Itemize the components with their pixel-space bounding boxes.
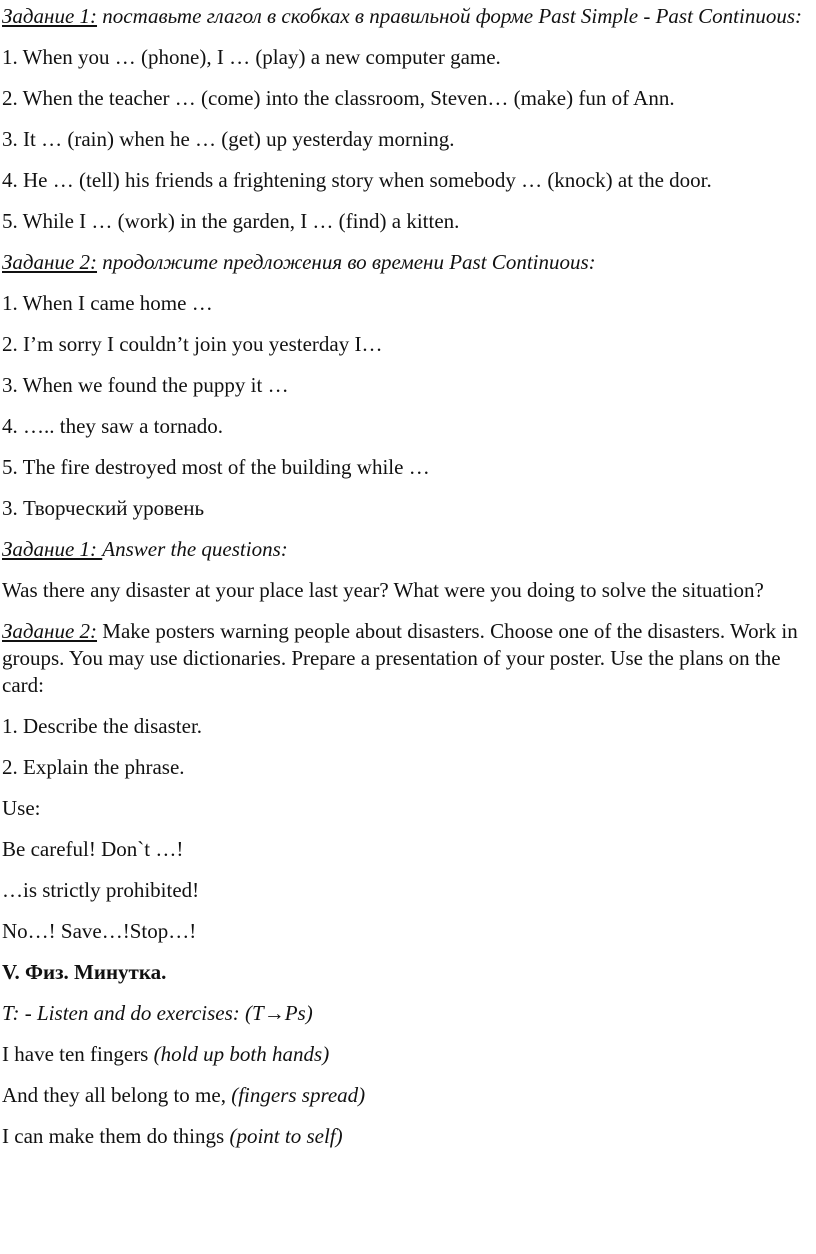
rhyme-note: (point to self): [229, 1124, 343, 1148]
rhyme-text: And they all belong to me,: [2, 1083, 232, 1107]
rhyme-line: [2, 1041, 802, 1068]
task4-paragraph: [2, 618, 802, 699]
task2-item: 1. When I came home …: [2, 291, 213, 315]
creative-level-heading: 3. Творческий уровень: [2, 496, 205, 520]
task4-item: 2. Explain the phrase.: [2, 755, 185, 779]
task1-item: 2. When the teacher … (come) into the classroom, Steven… (make) fun of Ann.: [2, 86, 675, 110]
task3-question: Was there any disaster at your place last year? What were you doing to solve the situation?: [2, 578, 764, 602]
task2-label: Задание 2:: [2, 250, 98, 274]
task4-item: No…! Save…!Stop…!: [2, 919, 197, 943]
task1-item: 5. While I … (work) in the garden, I … (find) a kitten.: [2, 209, 460, 233]
task1-item: 3. It … (rain) when he … (get) up yesterday morning.: [2, 127, 455, 151]
task2-instruction: продолжите предложения во времени Past Continuous:: [97, 250, 596, 274]
task2-heading: [2, 249, 802, 276]
task4-instruction: Make posters warning people about disasters. Choose one of the disasters. Work in groups. You may use dictionaries. Prepare a presentation of your poster. Use the plans on the card:: [2, 619, 798, 697]
task1-label: Задание 1:: [2, 4, 98, 28]
rhyme-note: (hold up both hands): [153, 1042, 330, 1066]
teacher-line: T: - Listen and do exercises: (T→Ps): [2, 1001, 313, 1025]
task4-item: …is strictly prohibited!: [2, 878, 200, 902]
task2-item: 4. ….. they saw a tornado.: [2, 414, 224, 438]
task1-instruction: поставьте глагол в скобках в правильной форме Past Simple - Past Continuous:: [97, 4, 802, 28]
task4-item: Be careful! Don`t …!: [2, 837, 184, 861]
task2-item: 5. The fire destroyed most of the building while …: [2, 455, 430, 479]
section5-heading: V. Физ. Минутка.: [2, 960, 167, 984]
rhyme-text: I have ten fingers: [2, 1042, 154, 1066]
task1-item: 4. He … (tell) his friends a frightening story when somebody … (knock) at the door.: [2, 168, 712, 192]
document: [2, 3, 802, 1164]
task4-item: 1. Describe the disaster.: [2, 714, 203, 738]
rhyme-line: [2, 1123, 802, 1150]
rhyme-text: I can make them do things: [2, 1124, 230, 1148]
task2-item: 2. I’m sorry I couldn’t join you yesterday I…: [2, 332, 383, 356]
task3-instruction: Answer the questions:: [102, 537, 288, 561]
task3-label: Задание 1:: [2, 537, 103, 561]
task4-item: Use:: [2, 796, 41, 820]
task4-label: Задание 2:: [2, 619, 98, 643]
task1-item: 1. When you … (phone), I … (play) a new computer game.: [2, 45, 501, 69]
rhyme-note: (fingers spread): [231, 1083, 366, 1107]
task2-item: 3. When we found the puppy it …: [2, 373, 289, 397]
task1-heading: [2, 3, 802, 30]
task3-heading: [2, 536, 802, 563]
rhyme-line: [2, 1082, 802, 1109]
